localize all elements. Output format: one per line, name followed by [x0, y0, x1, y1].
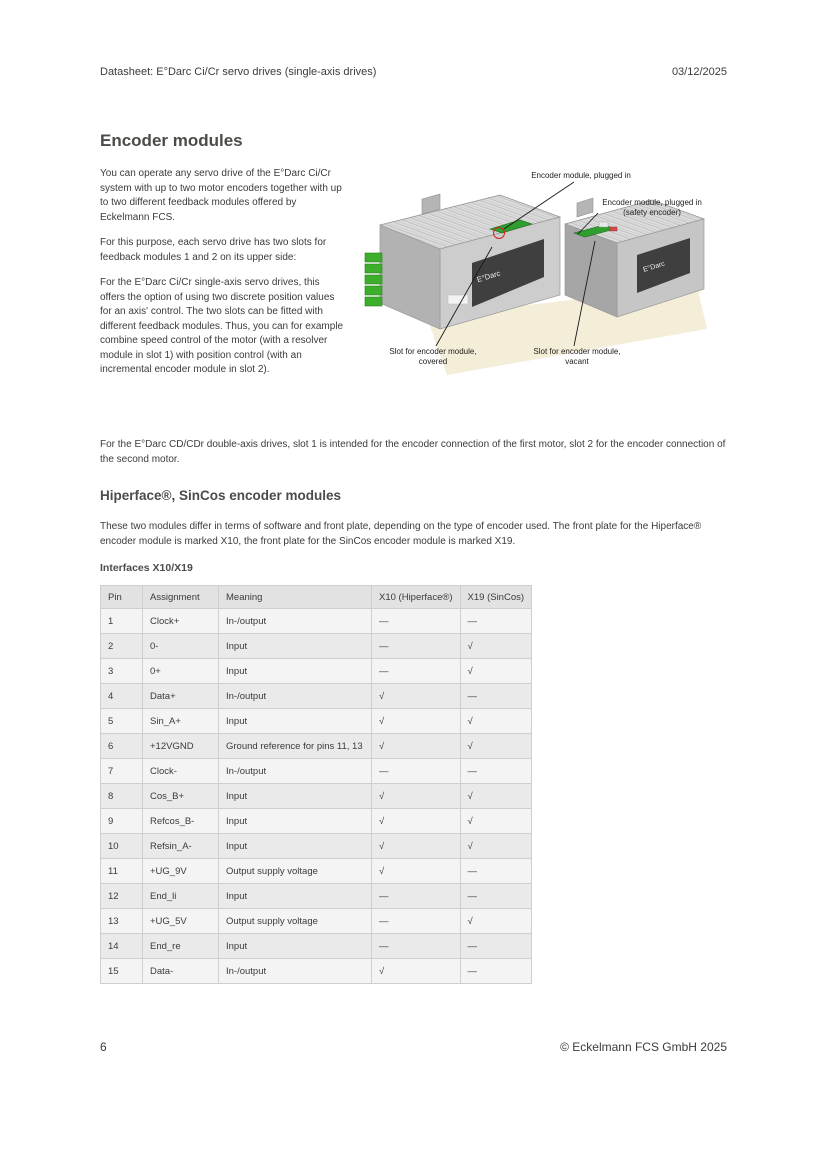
table-row	[101, 609, 532, 634]
table-row	[101, 909, 532, 934]
table-cell: —	[372, 909, 461, 934]
table-cell: √	[372, 709, 461, 734]
table-cell: √	[460, 709, 532, 734]
table-cell: —	[372, 884, 461, 909]
table-cell: Data-	[143, 959, 219, 984]
table-row	[101, 659, 532, 684]
table-cell: 2	[101, 634, 143, 659]
green-terminal-block	[365, 253, 382, 306]
copyright-notice: © Eckelmann FCS GmbH 2025	[560, 1040, 727, 1054]
table-cell: 7	[101, 759, 143, 784]
table-cell: Input	[219, 634, 372, 659]
table-cell: √	[372, 809, 461, 834]
column-header-x19: X19 (SinCos)	[460, 586, 532, 609]
table-cell: 9	[101, 809, 143, 834]
table-cell: —	[460, 884, 532, 909]
section-heading-hiperface-sincos: Hiperface®, SinCos encoder modules	[100, 488, 342, 503]
table-cell: 4	[101, 684, 143, 709]
table-cell: —	[372, 609, 461, 634]
figure-label-plugged-in: Encoder module, plugged in	[531, 171, 631, 180]
table-row	[101, 884, 532, 909]
table-row	[101, 759, 532, 784]
table-cell: √	[372, 784, 461, 809]
table-cell: —	[372, 759, 461, 784]
table-cell: Clock-	[143, 759, 219, 784]
table-cell: —	[460, 959, 532, 984]
table-row	[101, 634, 532, 659]
document-header-date: 03/12/2025	[671, 66, 727, 78]
table-cell: Output supply voltage	[219, 859, 372, 884]
table-cell: Sin_A+	[143, 709, 219, 734]
table-cell: Clock+	[143, 609, 219, 634]
table-row	[101, 959, 532, 984]
table-cell: 5	[101, 709, 143, 734]
table-cell: √	[460, 634, 532, 659]
connector-chip	[610, 227, 617, 231]
table-cell: √	[460, 784, 532, 809]
table-cell: Input	[219, 884, 372, 909]
table-cell: —	[460, 859, 532, 884]
table-cell: √	[372, 684, 461, 709]
table-row	[101, 859, 532, 884]
table-header-row	[101, 586, 532, 609]
table-cell: Input	[219, 834, 372, 859]
table-cell: Input	[219, 784, 372, 809]
table-cell: Ground reference for pins 11, 13	[219, 734, 372, 759]
table-cell: +12VGND	[143, 734, 219, 759]
table-cell: √	[372, 834, 461, 859]
table-cell: √	[372, 859, 461, 884]
table-cell: 3	[101, 659, 143, 684]
table-cell: √	[460, 809, 532, 834]
table-cell: In-/output	[219, 959, 372, 984]
section-paragraph: These two modules differ in terms of software and front plate, depending on the type of encoder used. The front plate for the Hiperface® encoder module is marked X10, the front plate for the SinCos encoder module is marked X19.	[100, 521, 702, 547]
table-cell: Output supply voltage	[219, 909, 372, 934]
table-cell: 0-	[143, 634, 219, 659]
table-cell: 15	[101, 959, 143, 984]
table-cell: Cos_B+	[143, 784, 219, 809]
intro-text-column	[100, 167, 346, 389]
connector-chip	[599, 222, 608, 227]
document-header-title: Datasheet: E°Darc Ci/Cr servo drives (single-axis drives)	[100, 66, 377, 78]
table-row	[101, 684, 532, 709]
table-cell: End_re	[143, 934, 219, 959]
table-cell: —	[460, 759, 532, 784]
barcode-label	[448, 295, 468, 304]
table-row	[101, 709, 532, 734]
paragraph: For the E°Darc Ci/Cr single-axis servo drives, this offers the option of using two discrete position values for an axis' control. The two slots can be fitted with different feedback modules. Thus, you can for example combine speed control of the motor (with a resolver module in slot 1) with position control (with an incremental encoder module in slot 2).	[100, 277, 344, 375]
page-title: Encoder modules	[100, 131, 243, 150]
table-cell: √	[372, 734, 461, 759]
table-cell: √	[460, 834, 532, 859]
table-row	[101, 834, 532, 859]
table-cell: Refcos_B-	[143, 809, 219, 834]
table-cell: —	[460, 684, 532, 709]
table-cell: Input	[219, 709, 372, 734]
table-cell: √	[460, 659, 532, 684]
table-cell: 13	[101, 909, 143, 934]
table-cell: —	[460, 934, 532, 959]
table-cell: 11	[101, 859, 143, 884]
table-cell: 6	[101, 734, 143, 759]
figure-label-slot-vacant: Slot for encoder module, vacant	[533, 347, 621, 366]
table-cell: √	[460, 909, 532, 934]
double-axis-note: For the E°Darc CD/CDr double-axis drives, slot 1 is intended for the encoder connection of the first motor, slot 2 for the encoder connection of the second motor.	[100, 439, 726, 465]
interfaces-table-body	[101, 609, 532, 984]
table-cell: √	[460, 734, 532, 759]
table-cell: End_li	[143, 884, 219, 909]
table-cell: —	[372, 634, 461, 659]
table-cell: —	[372, 934, 461, 959]
table-cell: 1	[101, 609, 143, 634]
table-cell: +UG_5V	[143, 909, 219, 934]
column-header-x10: X10 (Hiperface®)	[372, 586, 461, 609]
device-label-left: E°Darc	[475, 268, 502, 285]
table-cell: +UG_9V	[143, 859, 219, 884]
paragraph: For this purpose, each servo drive has two slots for feedback modules 1 and 2 on its upper side:	[100, 237, 327, 263]
column-header-assignment: Assignment	[143, 586, 219, 609]
servo-drive-figure	[352, 167, 717, 385]
table-cell: —	[372, 659, 461, 684]
table-cell: √	[372, 959, 461, 984]
table-row	[101, 934, 532, 959]
figure-label-safety-encoder: Encoder module, plugged in (safety encoder)	[602, 198, 702, 217]
column-header-meaning: Meaning	[219, 586, 372, 609]
table-title: Interfaces X10/X19	[100, 562, 193, 574]
table-cell: In-/output	[219, 759, 372, 784]
device-label-right: E°Darc	[642, 260, 666, 274]
page-number: 6	[100, 1040, 107, 1054]
paragraph: You can operate any servo drive of the E°Darc Ci/Cr system with up to two motor encoders together with up to two different feedback modules offered by Eckelmann FCS.	[100, 168, 342, 223]
column-header-pin: Pin	[101, 586, 143, 609]
table-row	[101, 784, 532, 809]
table-cell: 0+	[143, 659, 219, 684]
table-cell: Input	[219, 809, 372, 834]
table-cell: Input	[219, 659, 372, 684]
table-row	[101, 809, 532, 834]
table-cell: In-/output	[219, 609, 372, 634]
table-cell: —	[460, 609, 532, 634]
figure-label-slot-covered: Slot for encoder module, covered	[389, 347, 477, 366]
table-cell: 12	[101, 884, 143, 909]
table-cell: 14	[101, 934, 143, 959]
interfaces-x10-x19-table	[100, 585, 532, 984]
table-cell: Input	[219, 934, 372, 959]
table-cell: Data+	[143, 684, 219, 709]
table-cell: Refsin_A-	[143, 834, 219, 859]
table-cell: 8	[101, 784, 143, 809]
table-cell: 10	[101, 834, 143, 859]
table-row	[101, 734, 532, 759]
table-cell: In-/output	[219, 684, 372, 709]
